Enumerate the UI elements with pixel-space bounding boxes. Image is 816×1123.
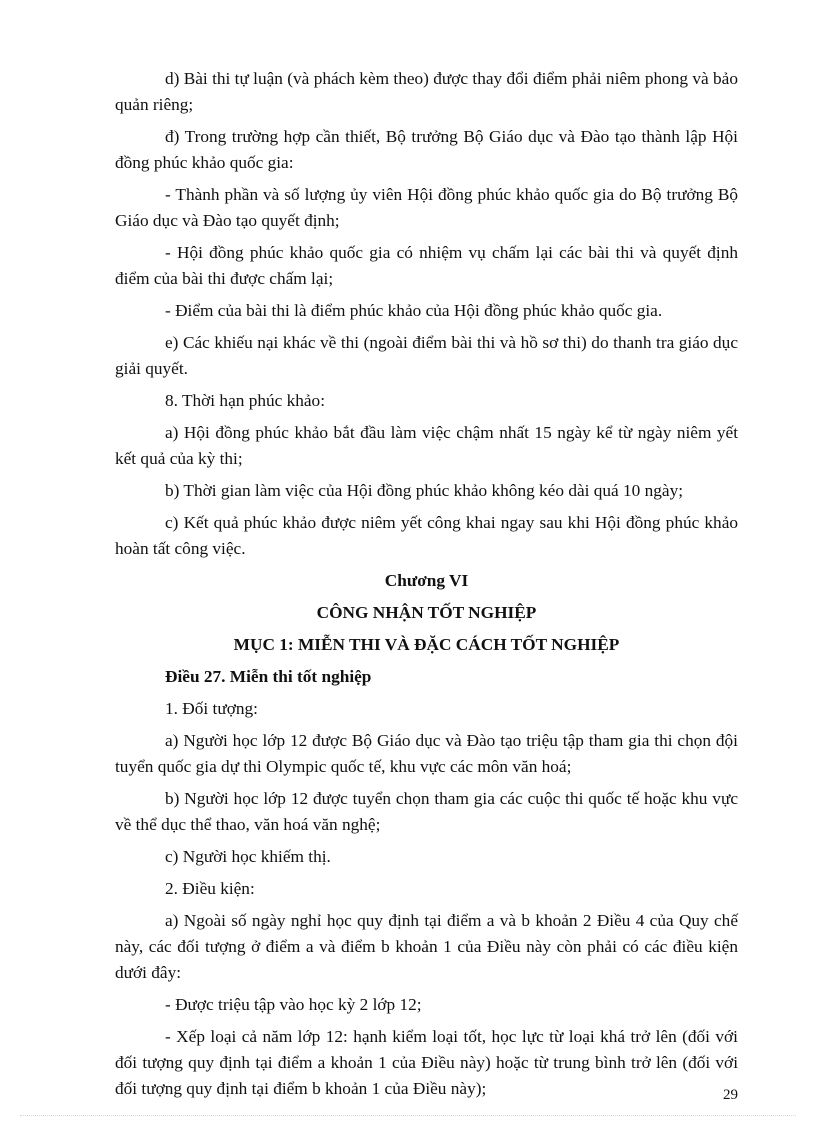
paragraph: a) Hội đồng phúc khảo bắt đầu làm việc chậm nhất 15 ngày kể từ ngày niêm yết kết quả của kỳ thi; — [115, 423, 738, 468]
paragraph: e) Các khiếu nại khác về thi (ngoài điểm bài thi và hồ sơ thi) do thanh tra giáo dục giải quyết. — [115, 333, 738, 378]
paragraph: 8. Thời hạn phúc khảo: — [165, 391, 326, 410]
bottom-divider — [20, 1115, 796, 1116]
article-heading: Điều 27. Miễn thi tốt nghiệp — [165, 667, 372, 686]
paragraph: 2. Điều kiện: — [165, 879, 255, 898]
paragraph: 1. Đối tượng: — [165, 699, 258, 718]
paragraph: đ) Trong trường hợp cần thiết, Bộ trưởng Bộ Giáo dục và Đào tạo thành lập Hội đồng phúc khảo quốc gia: — [115, 127, 738, 172]
chapter-title: CÔNG NHẬN TỐT NGHIỆP — [316, 603, 537, 622]
chapter-heading: Chương VI — [384, 571, 469, 590]
section-title: MỤC 1: MIỄN THI VÀ ĐẶC CÁCH TỐT NGHIỆP — [233, 635, 620, 654]
paragraph: - Xếp loại cả năm lớp 12: hạnh kiểm loại tốt, học lực từ loại khá trở lên (đối với đối tượng quy định tại điểm a khoản 1 của Điều này) hoặc từ trung bình trở lên (đối với đối tượng quy định tại điểm b khoản 1 của Điều này); — [115, 1027, 738, 1098]
paragraph: b) Thời gian làm việc của Hội đồng phúc khảo không kéo dài quá 10 ngày; — [165, 481, 684, 500]
paragraph: - Thành phần và số lượng ủy viên Hội đồng phúc khảo quốc gia do Bộ trưởng Bộ Giáo dục và Đào tạo quyết định; — [115, 185, 738, 230]
paragraph: a) Người học lớp 12 được Bộ Giáo dục và Đào tạo triệu tập tham gia thi chọn đội tuyển quốc gia dự thi Olympic quốc tế, khu vực các môn văn hoá; — [115, 731, 738, 776]
paragraph: d) Bài thi tự luận (và phách kèm theo) được thay đổi điểm phải niêm phong và bảo quản riêng; — [115, 69, 738, 114]
page-content — [115, 66, 738, 1108]
paragraph: b) Người học lớp 12 được tuyển chọn tham gia các cuộc thi quốc tế hoặc khu vực về thể dục thể thao, văn hoá văn nghệ; — [115, 789, 738, 834]
paragraph: c) Người học khiếm thị. — [165, 847, 331, 866]
paragraph: - Hội đồng phúc khảo quốc gia có nhiệm vụ chấm lại các bài thi và quyết định điểm của bài thi được chấm lại; — [115, 243, 738, 288]
paragraph: c) Kết quả phúc khảo được niêm yết công khai ngay sau khi Hội đồng phúc khảo hoàn tất công việc. — [115, 513, 738, 558]
page-number: 29 — [723, 1087, 738, 1103]
paragraph: - Điểm của bài thi là điểm phúc khảo của Hội đồng phúc khảo quốc gia. — [165, 301, 663, 320]
paragraph: - Được triệu tập vào học kỳ 2 lớp 12; — [165, 995, 422, 1014]
paragraph: a) Ngoài số ngày nghỉ học quy định tại điểm a và b khoản 2 Điều 4 của Quy chế này, các đối tượng ở điểm a và điểm b khoản 1 của Điều này còn phải có các điều kiện dưới đây: — [115, 911, 738, 982]
